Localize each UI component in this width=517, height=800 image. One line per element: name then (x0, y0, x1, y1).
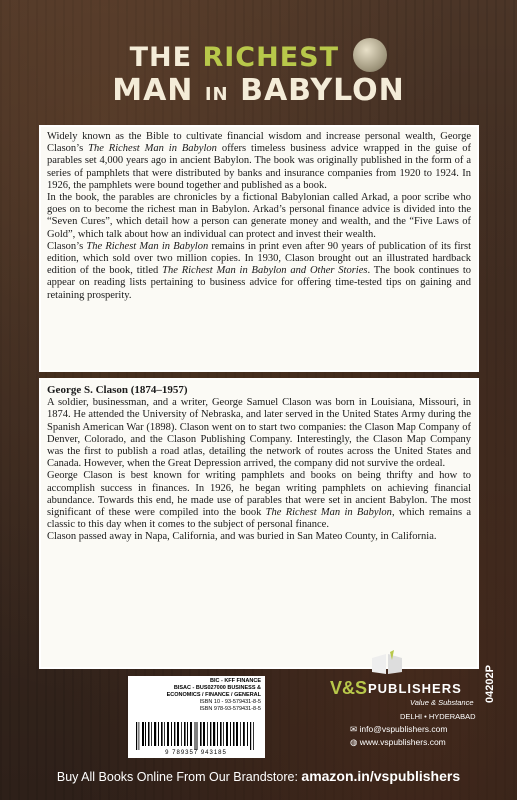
blurb-text: . The book continues to appear on reading lists pertaining to business advice for offering time-tested tips on gaining and retaining prosperity. (47, 265, 472, 301)
author-paragraph-2 (47, 470, 471, 531)
bisac-code-1: BISAC - BUS027000 BUSINESS & (173, 685, 261, 691)
isbn-10: ISBN 10 - 93-579431-8-5 (199, 699, 261, 705)
book-title-italic: The Richest Man in Babylon (86, 240, 209, 252)
book-title (0, 38, 517, 113)
blurb-paragraph-2: In the book, the parables are chronicles by a fictional Babylonian called Arkad, a poor scribe who goes on to become the richest man in Babylon. Arkad’s personal finance advice is divided into the “Seven Cures”, which detail how a person can generate money and wealth, and the “Five Laws of Gold”, which talk about how an individual can protect and invest their wealth. (47, 192, 471, 240)
globe-icon: ◍ (350, 737, 360, 747)
blurb-text: remains in print even after 90 years of publication of its first edition, which sold over two million copies. In 1930, Clason brought out an illustrated hardback edition of the book, titled (47, 240, 472, 277)
email-text: info@vspublishers.com (359, 724, 448, 734)
author-panel (39, 378, 479, 669)
title-word-man: MAN (112, 73, 194, 108)
barcode-icon (134, 722, 258, 750)
footer-text: Buy All Books Online From Our Brandstore: (56, 770, 302, 784)
author-text: George Clason is best known for writing pamphlets and books on being thrifty and how to accomplish success in finances. In 1926, he began writing pamphlets on achieving financial abundance. Towards this end, he made use of parables that were set in ancient Babylon. The most significant of these were compiled into the book (47, 470, 471, 519)
blurb-paragraph-1 (47, 131, 471, 192)
publisher-logo-name: PUBLISHERS (368, 681, 462, 696)
publisher-logo-vs: V&S (330, 678, 368, 698)
blurb-text: Clason’s (47, 240, 87, 252)
author-text: , which remains a classic to this day when it comes to the subject of personal finance. (47, 507, 472, 531)
blurb-panel (39, 125, 479, 372)
footer-store-link[interactable]: amazon.in/vspublishers (301, 768, 461, 784)
bic-code: BIC - KFF FINANCE (209, 678, 261, 684)
open-book-icon (370, 650, 404, 676)
author-paragraph-3: Clason passed away in Napa, California, and was buried in San Mateo County, in California. (47, 531, 437, 543)
barcode-block (128, 676, 265, 758)
publisher-tagline: Value & Substance (410, 698, 474, 707)
side-product-code: 04202P (484, 665, 496, 703)
publisher-block (330, 650, 480, 765)
book-title-italic: The Richest Man in Babylon and Other Stories (162, 265, 368, 277)
author-heading: George S. Clason (1874–1957) (47, 384, 188, 396)
footer-banner (0, 768, 517, 784)
title-word-the: THE (129, 42, 193, 73)
mail-icon: ✉ (350, 724, 360, 734)
barcode-digits: 9 789357 943185 (165, 750, 227, 756)
website-text: www.vspublishers.com (359, 737, 446, 747)
blurb-text: offers timeless business advice wrapped in the guise of parables set 4,000 years ago in ancient Babylon. The book was originally published in the form of a series of pamphlets that were distributed by banks and insurance companies from 1920 to 1924. In 1926, the pamphlets were bound together and published as a book. (47, 143, 472, 191)
publisher-website[interactable] (350, 737, 446, 748)
blurb-paragraph-3 (47, 241, 471, 302)
title-word-babylon: BABYLON (240, 73, 405, 108)
publisher-cities: DELHI • HYDERABAD (400, 712, 476, 721)
coin-icon (353, 38, 387, 72)
blurb-text: Widely known as the Bible to cultivate financial wisdom and increase personal wealth, George Clason’s (47, 131, 471, 155)
title-line-2 (0, 73, 517, 113)
isbn-13: ISBN 978-93-579431-8-5 (199, 706, 261, 712)
title-word-in: IN (204, 84, 229, 105)
title-word-richest: RICHEST (202, 42, 340, 73)
book-title-italic: The Richest Man in Babylon (88, 143, 217, 155)
author-paragraph-1: A soldier, businessman, and a writer, George Samuel Clason was born in Louisiana, Missouri, in 1874. He attended the University of Nebraska, and later served in the United States Army during the Spanish American War (1898). Clason went on to start two companies: the Clason Map Company of Denver, Colorado, and the Clason Publishing Company. Interestingly, the Clason Map Company was the first to publish a road atlas, detailing the network of routes across the United States and Canada. However, when the Great Depression arrived, the company did not survive the ordeal. (47, 397, 471, 470)
title-line-1 (0, 38, 517, 73)
publisher-email[interactable] (350, 724, 447, 735)
bisac-code-2: ECONOMICS / FINANCE / GENERAL (166, 692, 261, 698)
book-title-italic: The Richest Man in Babylon (265, 507, 392, 519)
